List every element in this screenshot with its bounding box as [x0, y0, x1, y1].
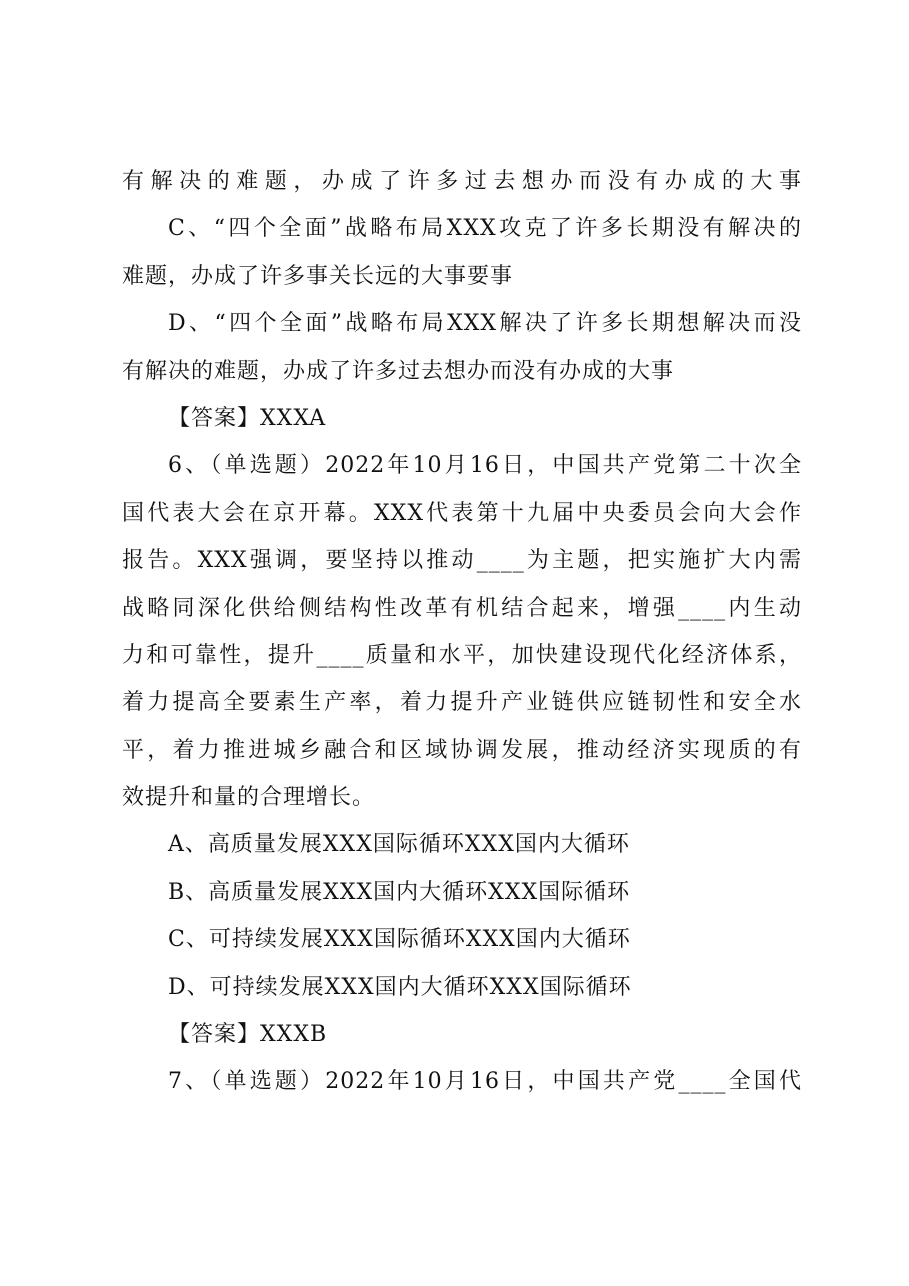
question-6-line-3: 报告。XXX强调，要坚持以推动____为主题，把实施扩大内需 [122, 548, 802, 574]
answer-q6: 【答案】XXXB [168, 1022, 328, 1048]
option-d-line-2: 有解决的难题，办成了许多过去想办而没有办成的大事 [122, 358, 675, 384]
question-6-option-a: A、高质量发展XXX国际循环XXX国内大循环 [168, 832, 630, 858]
option-c-line-1: C、“四个全面”战略布局XXX攻克了许多长期没有解决的 [168, 216, 802, 242]
question-6-option-b: B、高质量发展XXX国内大循环XXX国际循环 [168, 879, 631, 905]
question-6-line-1: 6、（单选题）2022年10月16日，中国共产党第二十次全 [168, 453, 802, 479]
question-6-line-8: 效提升和量的合理增长。 [122, 785, 376, 811]
question-6-line-6: 着力提高全要素生产率，着力提升产业链供应链韧性和安全水 [122, 690, 802, 716]
question-6-option-c: C、可持续发展XXX国际循环XXX国内大循环 [168, 927, 631, 953]
question-7-line-1: 7、（单选题）2022年10月16日，中国共产党____全国代 [168, 1069, 802, 1095]
question-6-line-7: 平，着力推进城乡融合和区域协调发展，推动经济实现质的有 [122, 737, 802, 763]
question-6-line-2: 国代表大会在京开幕。XXX代表第十九届中央委员会向大会作 [122, 500, 802, 526]
question-6-line-5: 力和可靠性，提升____质量和水平，加快建设现代化经济体系， [122, 642, 802, 668]
question-6-line-4: 战略同深化供给侧结构性改革有机结合起来，增强____内生动 [122, 595, 802, 621]
option-c-line-2: 难题，办成了许多事关长远的大事要事 [122, 263, 514, 289]
question-6-option-d: D、可持续发展XXX国内大循环XXX国际循环 [168, 974, 632, 1000]
answer-q5: 【答案】XXXA [168, 405, 327, 431]
option-d-line-1: D、“四个全面”战略布局XXX解决了许多长期想解决而没 [168, 311, 802, 337]
document-body [122, 158, 802, 1106]
text-line-continuation: 有解决的难题，办成了许多过去想办而没有办成的大事 [122, 169, 802, 194]
